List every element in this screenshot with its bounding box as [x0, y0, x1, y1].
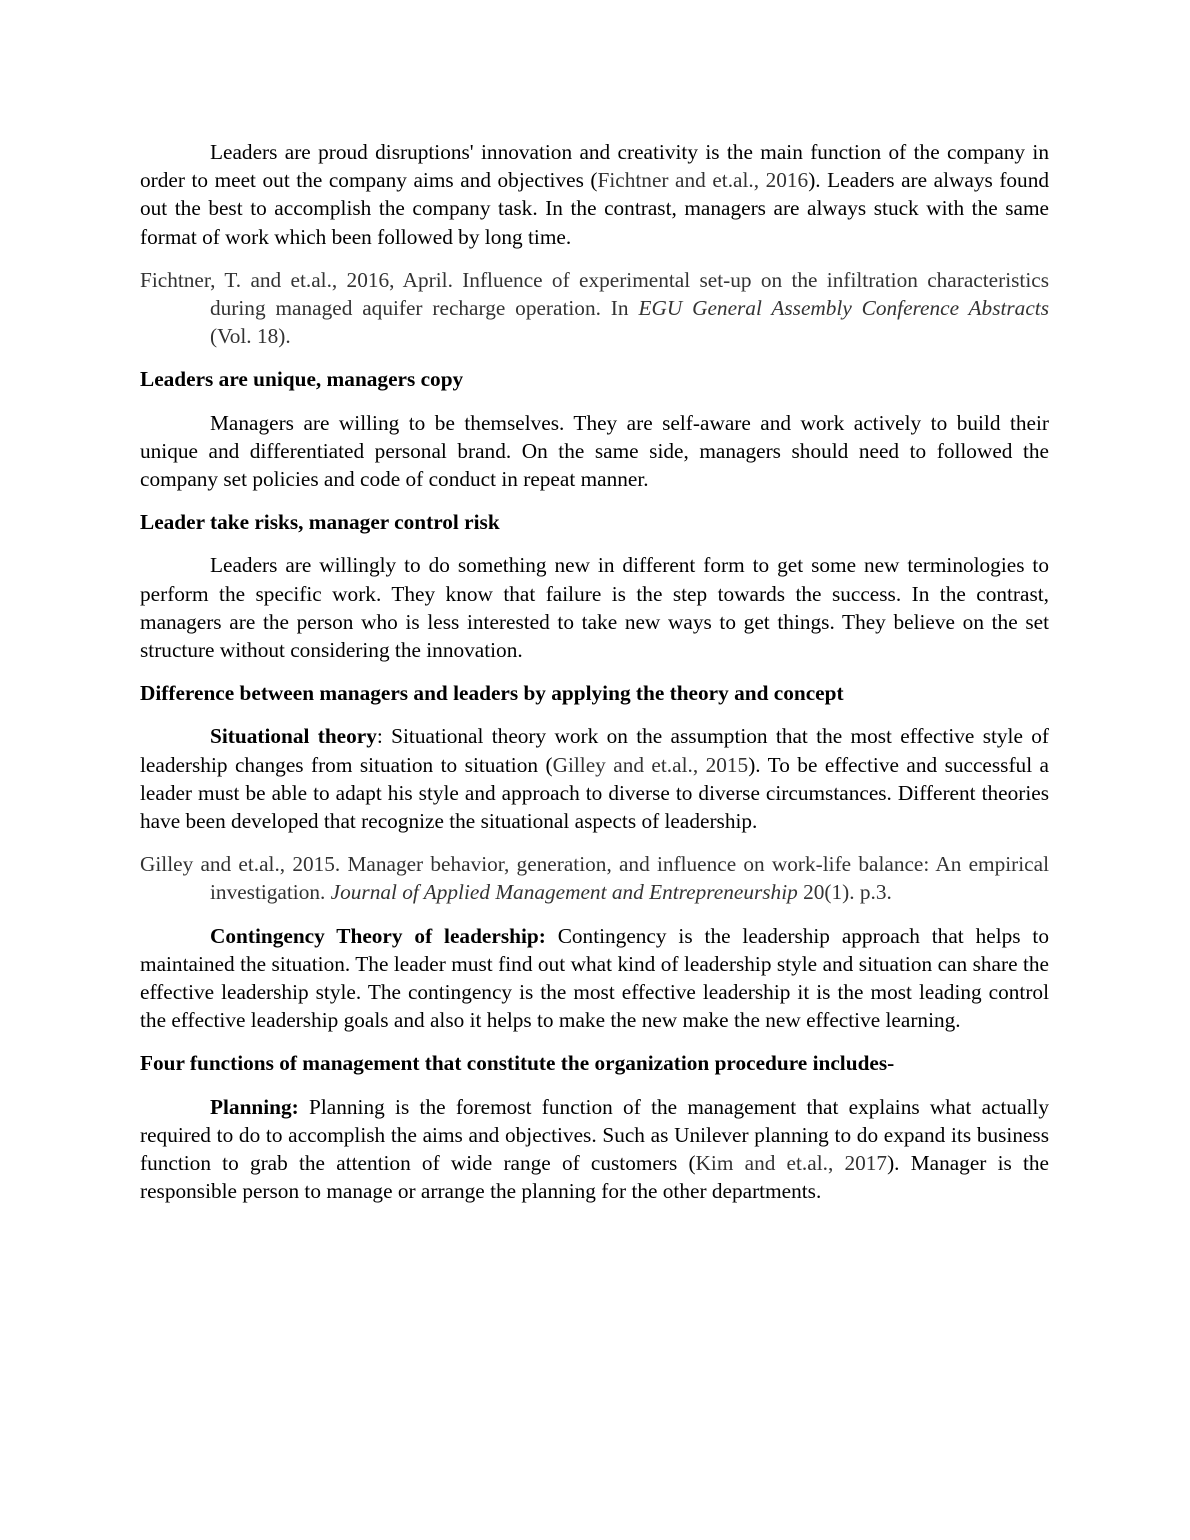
reference-source: Journal of Applied Management and Entrepreneurship — [330, 880, 798, 905]
section-heading: Leaders are unique, managers copy — [140, 367, 464, 392]
term-label: Planning: — [210, 1094, 299, 1119]
paragraph-contingency-theory: Contingency Theory of leadership: Contingency is the leadership approach that helps to maintained the situation. The leader must find out what kind of leadership style and situation can share the effective leadership style. The contingency is the most effective leadership it is the most leading control the effective leadership goals and also it helps to make the new make the new effective learning. — [140, 923, 1050, 1033]
term-label: Situational theory — [210, 724, 377, 749]
paragraph-planning: Planning: Planning is the foremost function of the management that explains what actually required to do to accomplish the aims and objectives. Such as Unilever planning to do expand its business function to grab the attention of wide range of customers (Kim and et.al., 2017). Manager is the responsible person to manage or arrange the planning for the other departments. — [140, 1094, 1050, 1204]
paragraph-managers-themselves: Managers are willing to be themselves. They are self-aware and work actively to build their unique and differentiated personal brand. On the same side, managers should need to followed the company set policies and code of conduct in repeat manner. — [140, 410, 1049, 492]
reference-gilley: Gilley and et.al., 2015. Manager behavior, generation, and influence on work-life balance: An empirical investigation. Journal of Applied Management and Entrepreneurship 20(1). p.3. — [140, 852, 1049, 905]
citation: Gilley and et.al., 2015 — [552, 752, 749, 777]
reference-source: EGU General Assembly Conference Abstracts — [638, 296, 1049, 321]
section-heading: Four functions of management that constitute the organization procedure includes- — [140, 1051, 895, 1076]
section-heading: Difference between managers and leaders by applying the theory and concept — [140, 681, 844, 706]
term-label: Contingency Theory of leadership: — [210, 923, 546, 948]
paragraph-risks: Leaders are willingly to do something new in different form to get some new terminologies to perform the specific work. They know that failure is the step towards the success. In the contrast, managers are the person who is less interested to take new ways to get things. They believe on the set structure without considering the innovation. — [140, 553, 1049, 663]
reference-fichtner: Fichtner, T. and et.al., 2016, April. Influence of experimental set-up on the infiltration characteristics during managed aquifer recharge operation. In EGU General Assembly Conference Abstracts (Vol. 18). — [140, 267, 1049, 349]
paragraph-leaders-innovation: Leaders are proud disruptions' innovation and creativity is the main function of the company in order to meet out the company aims and objectives (Fichtner and et.al., 2016). Leaders are always found out the best to accomplish the company task. In the contrast, managers are always stuck with the same format of work which been followed by long time. — [140, 140, 1050, 249]
citation: Kim and et.al., 2017 — [695, 1151, 888, 1176]
paragraph-situational-theory: Situational theory: Situational theory work on the assumption that the most effective style of leadership changes from situation to situation (Gilley and et.al., 2015). To be effective and successful a leader must be able to adapt his style and approach to diverse to diverse circumstances. Different theories have been developed that recognize the situational aspects of leadership. — [140, 724, 1050, 834]
section-heading: Leader take risks, manager control risk — [140, 510, 500, 535]
citation: Fichtner and et.al., 2016 — [597, 168, 809, 193]
document-page — [140, 138, 1049, 1221]
